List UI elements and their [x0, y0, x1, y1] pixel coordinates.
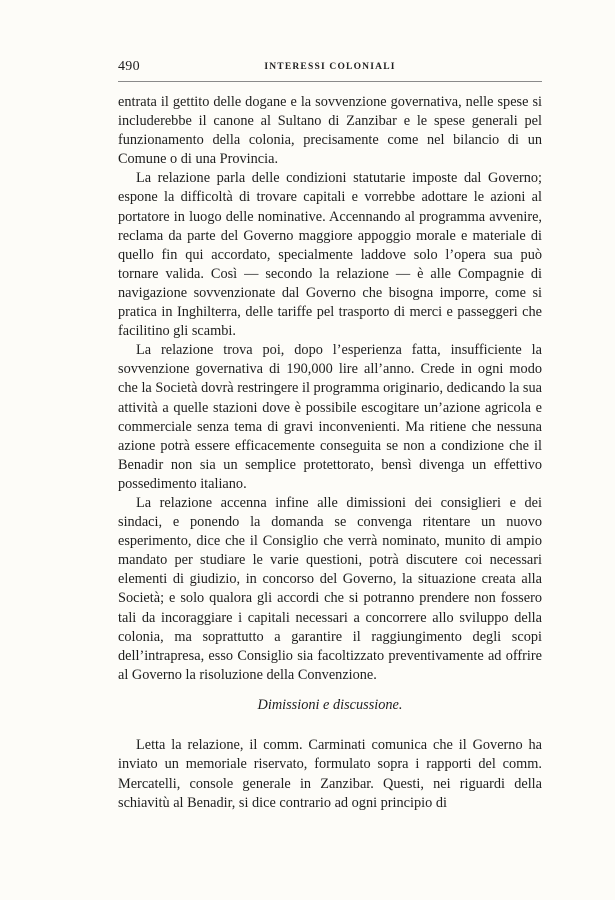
paragraph-statutory-conditions: La relazione parla delle condizioni statutarie imposte dal Governo; espone la difficoltà di trovare capitali e vorrebbe adottare le azioni al portatore in luogo delle nominative. Accennando al programma avvenire, reclama da parte del Governo maggiore appoggio morale e materiale di quello fin qui accordato, specialmente laddove solo l’opera sua può tornare valida. Così — secondo la relazione — è alle Compagnie di navigazione sovvenzionate dal Governo che bisogna imporre, come si pratica in Inghilterra, delle tariffe pel trasporto di merci e passeggeri che facilitino gli scambi. [118, 170, 542, 340]
paragraph-subsidy: La relazione trova poi, dopo l’esperienza fatta, insufficiente la sovvenzione governativa di 190,000 lire all’anno. Crede in ogni modo che la Società dovrà restringere il programma originario, dedicando la sua attività a quelle stazioni dove è possibile escogitare un’azione agricola e commerciale senza tema di gravi inconvenienti. Ma ritiene che nessuna azione potrà essere efficacemente conseguita se non a condizione che il Benadir non sia un semplice protettorato, bensì divenga un effettivo possedimento italiano. [118, 342, 542, 492]
body-text [118, 93, 542, 685]
section-body [118, 736, 542, 813]
page-header [118, 59, 542, 82]
paragraph-continuation: entrata il gettito delle dogane e la sovvenzione governativa, nelle spese si includerebbe il canone al Sultano di Zanzibar e le spese generali pel funzionamento della colonia, precisamente come nel bilancio di un Comune o di una Provincia. [118, 94, 542, 168]
paragraph-discussion: Letta la relazione, il comm. Carminati comunica che il Governo ha inviato un memoriale riservato, formulato sopra i rapporti del comm. Mercatelli, console generale in Zanzibar. Questi, nei riguardi della schiavitù al Benadir, si dice contrario ad ogni principio di [118, 737, 542, 811]
running-head: INTERESSI COLONIALI [264, 62, 396, 72]
page-number: 490 [118, 59, 140, 74]
paragraph-resignations: La relazione accenna infine alle dimissioni dei consiglieri e dei sindaci, e ponendo la domanda se convenga ritentare un nuovo esperimento, dice che il Consiglio che verrà nominato, munito di ampio mandato per studiare le varie questioni, potrà discutere coi necessari elementi di giudizio, in concorso del Governo, la situazione creata alla Società; e solo qualora gli accordi che si potranno prendere non fossero tali da incoraggiare i capitali necessari a concorrere allo sviluppo della colonia, ma soprattutto a garantire il raggiungimento degli scopi dell’intrapresa, esso Consiglio sia facoltizzato preventivamente ad offrire al Governo la risoluzione della Convenzione. [118, 494, 542, 683]
section-heading: Dimissioni e discussione. [257, 697, 403, 713]
